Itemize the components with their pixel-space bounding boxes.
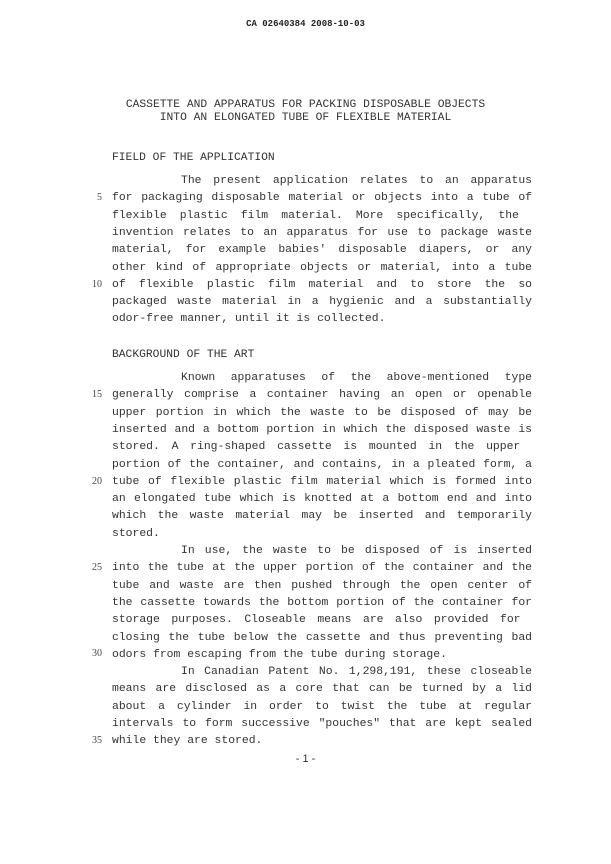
- text-line: stored. A ring-shaped cassette is mounted in the upper: [112, 441, 521, 454]
- title-line-1: CASSETTE AND APPARATUS FOR PACKING DISPOSABLE OBJECTS: [125, 99, 486, 111]
- text-line: In Canadian Patent No. 1,298,191, these closeable: [181, 666, 532, 678]
- text-line: portion of the container, and contains, in a pleated form, a: [112, 458, 532, 471]
- title-line-2: INTO AN ELONGATED TUBE OF FLEXIBLE MATERIAL: [159, 112, 452, 124]
- text-line: tube of flexible plastic film material which is formed into: [112, 475, 532, 488]
- line-number: 20: [92, 476, 102, 487]
- text-line: closing the tube below the cassette and thus preventing bad: [112, 631, 532, 644]
- text-line: odor-free manner, until it is collected.: [112, 313, 386, 326]
- line-number: 35: [92, 735, 102, 746]
- text-line: tube and waste are then pushed through the open center of: [112, 579, 532, 592]
- text-line: flexible plastic film material. More specifically, the: [112, 209, 519, 222]
- line-number: 30: [92, 648, 102, 659]
- line-number: 15: [92, 389, 102, 400]
- section-heading-field: FIELD OF THE APPLICATION: [112, 152, 275, 164]
- text-line: generally comprise a container having an open or openable: [112, 389, 532, 402]
- section-heading-background: BACKGROUND OF THE ART: [112, 349, 255, 361]
- text-line: about a cylinder in order to twist the tube at regular: [112, 700, 532, 713]
- line-number: 10: [92, 279, 102, 290]
- text-line: an elongated tube which is knotted at a bottom end and into: [112, 493, 532, 506]
- text-line: into the tube at the upper portion of the container and the: [112, 562, 532, 575]
- text-line: odors from escaping from the tube during storage.: [112, 648, 447, 661]
- text-line: packaged waste material in a hygienic and a substantially: [112, 296, 532, 309]
- text-line: other kind of appropriate objects or material, into a tube: [112, 261, 532, 274]
- text-line: while they are stored.: [112, 735, 263, 748]
- text-line: storage purposes. Closeable means are also provided for: [112, 614, 521, 627]
- text-line: means are disclosed as a core that can be turned by a lid: [112, 683, 532, 696]
- text-line: which the waste material may be inserted and temporarily: [112, 510, 532, 523]
- text-line: In use, the waste to be disposed of is inserted: [181, 545, 532, 557]
- line-number: 5: [97, 192, 102, 203]
- page-number: - 1 -: [295, 753, 316, 765]
- text-line: upper portion in which the waste to be disposed of may be: [112, 406, 532, 419]
- text-line: intervals to form successive "pouches" that are kept sealed: [112, 717, 532, 730]
- text-line: The present application relates to an apparatus: [181, 175, 532, 187]
- text-line: inserted and a bottom portion in which the disposed waste is: [112, 423, 532, 436]
- document-header: CA 02640384 2008-10-03: [246, 19, 365, 29]
- text-line: for packaging disposable material or objects into a tube of: [112, 192, 532, 205]
- line-number: 25: [92, 562, 102, 573]
- text-line: the cassette towards the bottom portion of the container for: [112, 596, 532, 609]
- text-line: Known apparatuses of the above-mentioned type: [181, 372, 532, 384]
- text-line: material, for example babies' disposable diapers, or any: [112, 244, 532, 257]
- text-line: of flexible plastic film material and to store the so: [112, 278, 532, 291]
- text-line: stored.: [112, 527, 160, 540]
- text-line: invention relates to an apparatus for use to package waste: [112, 226, 532, 239]
